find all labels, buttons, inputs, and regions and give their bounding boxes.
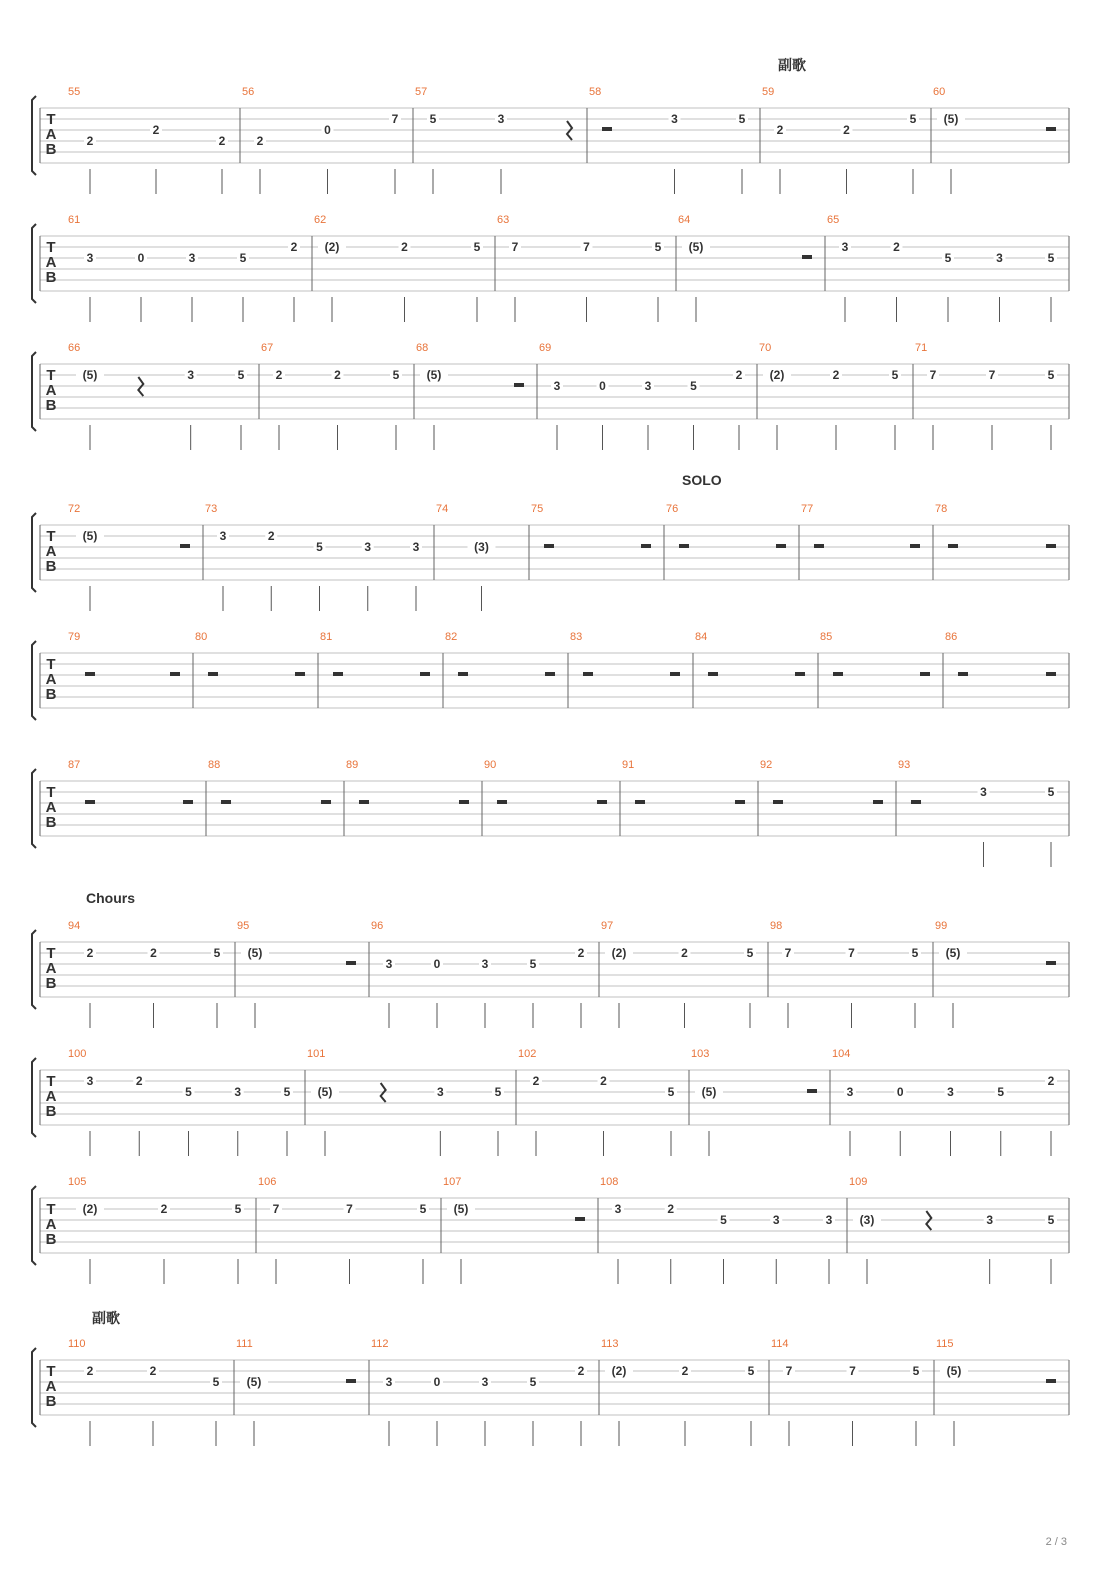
fret-number: (5) bbox=[688, 240, 704, 254]
fret-number: 3 bbox=[86, 251, 94, 265]
fret-number: 5 bbox=[1047, 368, 1055, 382]
measure-number: 110 bbox=[68, 1338, 86, 1350]
tab-clef-letter: T bbox=[46, 1201, 56, 1218]
measure-number: 104 bbox=[832, 1048, 851, 1060]
tab-system bbox=[32, 503, 1069, 611]
fret-number: 2 bbox=[256, 134, 264, 148]
fret-number: 2 bbox=[135, 1074, 143, 1088]
measure-number: 107 bbox=[443, 1176, 462, 1188]
section-label-fuge-2: 副歌 bbox=[92, 1310, 120, 1326]
tab-clef-letter: T bbox=[46, 111, 56, 128]
measure-number: 74 bbox=[436, 503, 449, 515]
fret-number: (5) bbox=[945, 946, 961, 960]
tab-clef-letter: A bbox=[45, 382, 57, 399]
fret-number: 5 bbox=[1047, 251, 1055, 265]
measure-number: 85 bbox=[820, 631, 833, 643]
fret-number: 5 bbox=[429, 112, 437, 126]
system-bracket bbox=[32, 930, 36, 1009]
section-label-chorus: Chours bbox=[86, 890, 135, 906]
fret-number: 5 bbox=[529, 957, 537, 971]
fret-number: 3 bbox=[980, 785, 987, 799]
fret-number: 5 bbox=[909, 112, 917, 126]
fret-number: 5 bbox=[212, 1375, 220, 1389]
tab-system bbox=[32, 631, 1069, 720]
measure-number: 58 bbox=[589, 86, 602, 98]
measure-number: 100 bbox=[68, 1048, 87, 1060]
fret-number: 5 bbox=[316, 540, 323, 554]
system-bracket bbox=[32, 1348, 36, 1427]
system-bracket bbox=[32, 96, 36, 175]
tab-clef-letter: B bbox=[45, 814, 57, 831]
measure-number: 99 bbox=[935, 920, 948, 932]
fret-number: 3 bbox=[772, 1213, 780, 1227]
tab-clef-letter: T bbox=[46, 1363, 56, 1380]
half-rest bbox=[948, 544, 958, 548]
fret-number: 7 bbox=[785, 1364, 793, 1378]
measure-number: 88 bbox=[208, 759, 221, 771]
tab-clef-letter: B bbox=[45, 141, 57, 158]
fret-number: 7 bbox=[346, 1202, 353, 1216]
fret-number: 0 bbox=[896, 1085, 904, 1099]
measure-number: 109 bbox=[849, 1176, 868, 1188]
measure-number: 86 bbox=[945, 631, 958, 643]
half-rest bbox=[641, 544, 651, 548]
measure-number: 72 bbox=[68, 503, 81, 515]
fret-number: 5 bbox=[213, 946, 221, 960]
fret-number: 7 bbox=[929, 368, 937, 382]
fret-number: 2 bbox=[532, 1074, 540, 1088]
tab-clef-letter: A bbox=[45, 671, 57, 688]
fret-number: 3 bbox=[385, 1375, 393, 1389]
tab-clef-letter: T bbox=[46, 528, 56, 545]
half-rest bbox=[776, 544, 786, 548]
fret-number: 5 bbox=[1047, 1213, 1055, 1227]
tab-system bbox=[32, 1176, 1069, 1284]
fret-number: 5 bbox=[667, 1085, 675, 1099]
fret-number: 3 bbox=[412, 540, 420, 554]
fret-number: (3) bbox=[859, 1213, 875, 1227]
fret-number: (5) bbox=[82, 529, 98, 543]
half-rest bbox=[180, 544, 190, 548]
measure-number: 77 bbox=[801, 503, 814, 515]
half-rest bbox=[873, 800, 883, 804]
fret-number: 2 bbox=[150, 946, 157, 960]
measure-number: 64 bbox=[678, 214, 691, 226]
fret-number: 2 bbox=[267, 529, 275, 543]
half-rest bbox=[1046, 127, 1056, 131]
measure-number: 81 bbox=[320, 631, 333, 643]
fret-number: 5 bbox=[1047, 785, 1055, 799]
tab-clef-letter: B bbox=[45, 397, 57, 414]
fret-number: 5 bbox=[747, 1364, 755, 1378]
fret-number: (5) bbox=[317, 1085, 333, 1099]
tab-system bbox=[32, 1048, 1069, 1156]
half-rest bbox=[1046, 1379, 1056, 1383]
half-rest bbox=[420, 672, 430, 676]
fret-number: 5 bbox=[185, 1085, 192, 1099]
fret-number: 2 bbox=[681, 1364, 689, 1378]
fret-number: 5 bbox=[997, 1085, 1005, 1099]
fret-number: 0 bbox=[599, 379, 606, 393]
fret-number: 5 bbox=[392, 368, 400, 382]
fret-number: 2 bbox=[843, 123, 850, 137]
half-rest bbox=[514, 383, 524, 387]
tab-clef-letter: T bbox=[46, 1073, 56, 1090]
fret-number: 7 bbox=[272, 1202, 280, 1216]
fret-number: 2 bbox=[681, 946, 688, 960]
tab-clef-letter: T bbox=[46, 367, 56, 384]
measure-number: 90 bbox=[484, 759, 497, 771]
half-rest bbox=[1046, 961, 1056, 965]
fret-number: (2) bbox=[769, 368, 785, 382]
fret-number: (3) bbox=[474, 540, 489, 554]
fret-number: 5 bbox=[239, 251, 247, 265]
fret-number: 2 bbox=[334, 368, 341, 382]
fret-number: (5) bbox=[426, 368, 442, 382]
fret-number: 2 bbox=[1047, 1074, 1055, 1088]
fret-number: 2 bbox=[577, 946, 585, 960]
tab-clef-letter: T bbox=[46, 945, 56, 962]
tab-clef-letter: B bbox=[45, 1231, 57, 1248]
half-rest bbox=[833, 672, 843, 676]
measure-number: 75 bbox=[531, 503, 544, 515]
section-label-fuge-1: 副歌 bbox=[778, 57, 806, 73]
half-rest bbox=[814, 544, 824, 548]
half-rest bbox=[735, 800, 745, 804]
fret-number: 5 bbox=[720, 1213, 727, 1227]
system-bracket bbox=[32, 769, 36, 848]
measure-number: 106 bbox=[258, 1176, 277, 1188]
measure-number: 113 bbox=[601, 1338, 619, 1350]
fret-number: 2 bbox=[290, 240, 298, 254]
fret-number: 5 bbox=[746, 946, 754, 960]
measure-number: 69 bbox=[539, 342, 552, 354]
half-rest bbox=[708, 672, 718, 676]
half-rest bbox=[544, 544, 554, 548]
system-bracket bbox=[32, 224, 36, 303]
fret-number: 5 bbox=[237, 368, 245, 382]
section-label-solo: SOLO bbox=[682, 472, 722, 488]
tab-clef-letter: T bbox=[46, 784, 56, 801]
fret-number: 5 bbox=[912, 1364, 920, 1378]
fret-number: (5) bbox=[246, 1375, 262, 1389]
fret-number: 2 bbox=[275, 368, 283, 382]
fret-number: 2 bbox=[832, 368, 840, 382]
half-rest bbox=[208, 672, 218, 676]
half-rest bbox=[221, 800, 231, 804]
tab-clef-letter: B bbox=[45, 975, 57, 992]
measure-number: 108 bbox=[600, 1176, 619, 1188]
fret-number: 3 bbox=[385, 957, 393, 971]
measure-number: 67 bbox=[261, 342, 274, 354]
measure-number: 105 bbox=[68, 1176, 87, 1188]
fret-number: (2) bbox=[611, 946, 627, 960]
system-bracket bbox=[32, 1058, 36, 1137]
measure-number: 114 bbox=[771, 1338, 789, 1350]
measure-number: 94 bbox=[68, 920, 81, 932]
measure-number: 102 bbox=[518, 1048, 537, 1060]
half-rest bbox=[1046, 672, 1056, 676]
measure-number: 70 bbox=[759, 342, 772, 354]
half-rest bbox=[170, 672, 180, 676]
fret-number: 3 bbox=[481, 1375, 489, 1389]
half-rest bbox=[602, 127, 612, 131]
half-rest bbox=[802, 255, 812, 259]
fret-number: 0 bbox=[324, 123, 331, 137]
fret-number: 2 bbox=[152, 123, 160, 137]
fret-number: 5 bbox=[738, 112, 746, 126]
fret-number: 5 bbox=[944, 251, 952, 265]
fret-number: 5 bbox=[494, 1085, 502, 1099]
tab-system bbox=[32, 1338, 1069, 1446]
fret-number: 5 bbox=[419, 1202, 427, 1216]
half-rest bbox=[920, 672, 930, 676]
measure-number: 89 bbox=[346, 759, 359, 771]
measure-number: 82 bbox=[445, 631, 458, 643]
half-rest bbox=[807, 1089, 817, 1093]
fret-number: 3 bbox=[234, 1085, 242, 1099]
tab-clef-letter: A bbox=[45, 1088, 57, 1105]
measure-number: 73 bbox=[205, 503, 218, 515]
fret-number: 2 bbox=[86, 1364, 94, 1378]
measure-number: 55 bbox=[68, 86, 81, 98]
fret-number: (5) bbox=[946, 1364, 962, 1378]
tab-clef-letter: A bbox=[45, 1216, 57, 1233]
fret-number: 2 bbox=[893, 240, 900, 254]
measure-number: 60 bbox=[933, 86, 946, 98]
half-rest bbox=[773, 800, 783, 804]
half-rest bbox=[458, 672, 468, 676]
measure-number: 92 bbox=[760, 759, 773, 771]
fret-number: 2 bbox=[149, 1364, 157, 1378]
fret-number: 3 bbox=[947, 1085, 954, 1099]
measure-number: 59 bbox=[762, 86, 775, 98]
fret-number: 0 bbox=[433, 957, 441, 971]
fret-number: 7 bbox=[988, 368, 996, 382]
fret-number: 5 bbox=[654, 240, 662, 254]
tab-system bbox=[32, 342, 1069, 450]
measure-number: 62 bbox=[314, 214, 327, 226]
fret-number: 3 bbox=[996, 251, 1003, 265]
fret-number: (5) bbox=[82, 368, 98, 382]
tab-clef-letter: A bbox=[45, 126, 57, 143]
fret-number: 3 bbox=[364, 540, 372, 554]
fret-number: 3 bbox=[841, 240, 849, 254]
fret-number: 3 bbox=[846, 1085, 854, 1099]
half-rest bbox=[85, 672, 95, 676]
half-rest bbox=[795, 672, 805, 676]
system-bracket bbox=[32, 641, 36, 720]
tab-clef-letter: B bbox=[45, 686, 57, 703]
half-rest bbox=[497, 800, 507, 804]
system-bracket bbox=[32, 352, 36, 431]
fret-number: 5 bbox=[911, 946, 919, 960]
system-bracket bbox=[32, 513, 36, 592]
half-rest bbox=[359, 800, 369, 804]
fret-number: 3 bbox=[825, 1213, 833, 1227]
fret-number: (2) bbox=[324, 240, 340, 254]
tab-clef-letter: B bbox=[45, 1393, 57, 1410]
fret-number: 7 bbox=[784, 946, 792, 960]
fret-number: 3 bbox=[986, 1213, 994, 1227]
measure-number: 80 bbox=[195, 631, 208, 643]
half-rest bbox=[597, 800, 607, 804]
tab-system bbox=[32, 920, 1069, 1028]
fret-number: 3 bbox=[219, 529, 227, 543]
half-rest bbox=[583, 672, 593, 676]
half-rest bbox=[295, 672, 305, 676]
measure-number: 96 bbox=[371, 920, 384, 932]
measure-number: 78 bbox=[935, 503, 948, 515]
half-rest bbox=[545, 672, 555, 676]
fret-number: (5) bbox=[943, 112, 959, 126]
half-rest bbox=[85, 800, 95, 804]
half-rest bbox=[670, 672, 680, 676]
fret-number: 2 bbox=[86, 946, 94, 960]
measure-number: 84 bbox=[695, 631, 708, 643]
tab-system bbox=[32, 759, 1069, 867]
fret-number: 2 bbox=[776, 123, 784, 137]
tab-clef-letter: B bbox=[45, 558, 57, 575]
fret-number: 5 bbox=[283, 1085, 291, 1099]
half-rest bbox=[346, 1379, 356, 1383]
measure-number: 66 bbox=[68, 342, 81, 354]
fret-number: 5 bbox=[891, 368, 899, 382]
measure-number: 98 bbox=[770, 920, 783, 932]
fret-number: 3 bbox=[553, 379, 561, 393]
fret-number: 2 bbox=[86, 134, 94, 148]
fret-number: (2) bbox=[82, 1202, 98, 1216]
fret-number: 5 bbox=[234, 1202, 242, 1216]
half-rest bbox=[911, 800, 921, 804]
measure-number: 112 bbox=[371, 1338, 389, 1350]
fret-number: 0 bbox=[137, 251, 145, 265]
fret-number: 2 bbox=[218, 134, 226, 148]
fret-number: 2 bbox=[735, 368, 743, 382]
half-rest bbox=[333, 672, 343, 676]
fret-number: 7 bbox=[849, 1364, 856, 1378]
fret-number: 3 bbox=[644, 379, 652, 393]
fret-number: 3 bbox=[86, 1074, 94, 1088]
measure-number: 91 bbox=[622, 759, 635, 771]
fret-number: 3 bbox=[436, 1085, 444, 1099]
measure-number: 115 bbox=[936, 1338, 954, 1350]
fret-number: (5) bbox=[247, 946, 263, 960]
measure-number: 95 bbox=[237, 920, 250, 932]
fret-number: 0 bbox=[433, 1375, 441, 1389]
fret-number: 7 bbox=[583, 240, 590, 254]
fret-number: 2 bbox=[600, 1074, 607, 1088]
fret-number: 7 bbox=[848, 946, 855, 960]
fret-number: 2 bbox=[667, 1202, 675, 1216]
tab-clef-letter: B bbox=[45, 1103, 57, 1120]
fret-number: 3 bbox=[187, 368, 195, 382]
tab-system bbox=[32, 214, 1069, 322]
fret-number: 5 bbox=[473, 240, 481, 254]
measure-number: 83 bbox=[570, 631, 583, 643]
half-rest bbox=[575, 1217, 585, 1221]
fret-number: 7 bbox=[391, 112, 399, 126]
tab-clef-letter: A bbox=[45, 543, 57, 560]
fret-number: 7 bbox=[511, 240, 519, 254]
fret-number: 2 bbox=[160, 1202, 168, 1216]
tab-clef-letter: A bbox=[45, 799, 57, 816]
measure-number: 71 bbox=[915, 342, 928, 354]
measure-number: 101 bbox=[307, 1048, 326, 1060]
fret-number: 3 bbox=[614, 1202, 622, 1216]
fret-number: 5 bbox=[690, 379, 697, 393]
tab-clef-letter: A bbox=[45, 960, 57, 977]
half-rest bbox=[679, 544, 689, 548]
fret-number: (5) bbox=[701, 1085, 717, 1099]
measure-number: 63 bbox=[497, 214, 510, 226]
measure-number: 93 bbox=[898, 759, 911, 771]
half-rest bbox=[910, 544, 920, 548]
measure-number: 97 bbox=[601, 920, 614, 932]
measure-number: 79 bbox=[68, 631, 81, 643]
measure-number: 76 bbox=[666, 503, 679, 515]
system-bracket bbox=[32, 1186, 36, 1265]
fret-number: 2 bbox=[401, 240, 408, 254]
measure-number: 65 bbox=[827, 214, 840, 226]
tab-clef-letter: T bbox=[46, 656, 56, 673]
fret-number: 3 bbox=[481, 957, 489, 971]
fret-number: 3 bbox=[671, 112, 678, 126]
measure-number: 68 bbox=[416, 342, 429, 354]
measure-number: 56 bbox=[242, 86, 255, 98]
tab-clef-letter: A bbox=[45, 254, 57, 271]
half-rest bbox=[183, 800, 193, 804]
half-rest bbox=[459, 800, 469, 804]
measure-number: 61 bbox=[68, 214, 81, 226]
fret-number: 5 bbox=[529, 1375, 537, 1389]
page-number: 2 / 3 bbox=[1045, 1536, 1067, 1548]
tab-clef-letter: A bbox=[45, 1378, 57, 1395]
fret-number: (2) bbox=[611, 1364, 627, 1378]
half-rest bbox=[958, 672, 968, 676]
half-rest bbox=[1046, 544, 1056, 548]
fret-number: (5) bbox=[453, 1202, 469, 1216]
half-rest bbox=[321, 800, 331, 804]
fret-number: 3 bbox=[497, 112, 505, 126]
tab-system bbox=[32, 86, 1069, 194]
half-rest bbox=[346, 961, 356, 965]
measure-number: 103 bbox=[691, 1048, 710, 1060]
measure-number: 57 bbox=[415, 86, 428, 98]
fret-number: 3 bbox=[188, 251, 196, 265]
tab-clef-letter: B bbox=[45, 269, 57, 286]
tab-clef-letter: T bbox=[46, 239, 56, 256]
measure-number: 111 bbox=[236, 1338, 253, 1350]
half-rest bbox=[635, 800, 645, 804]
fret-number: 2 bbox=[577, 1364, 585, 1378]
measure-number: 87 bbox=[68, 759, 81, 771]
